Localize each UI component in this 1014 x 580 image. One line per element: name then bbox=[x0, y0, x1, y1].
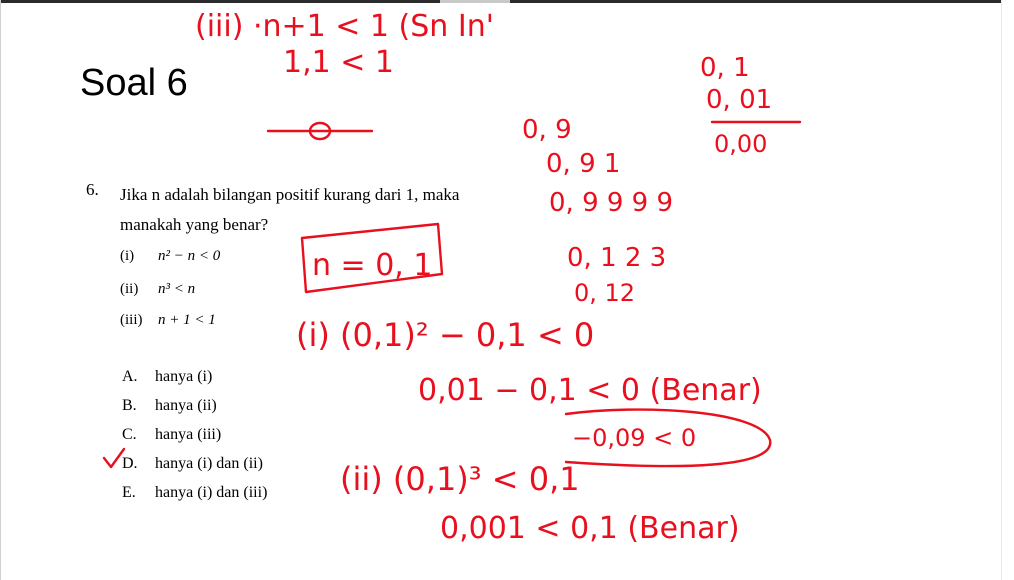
ink-decimal-0-1: 0, 1 bbox=[700, 53, 750, 83]
ink-top-line-1: (iii) ·n+1 < 1 (Sn In' bbox=[195, 9, 494, 44]
ink-decimal-0-12: 0, 12 bbox=[574, 279, 636, 307]
slide-title: Soal 6 bbox=[80, 62, 188, 104]
ink-step-i-result: 0,01 − 0,1 < 0 (Benar) bbox=[418, 373, 762, 408]
ink-top-line-2: 1,1 < 1 bbox=[283, 45, 395, 80]
option-text: hanya (iii) bbox=[155, 426, 222, 443]
ink-step-i-value: −0,09 < 0 bbox=[572, 424, 697, 452]
option-key: B. bbox=[122, 397, 137, 414]
ink-decimal-0-00: 0,00 bbox=[714, 130, 768, 158]
ink-step-ii-result: 0,001 < 0,1 (Benar) bbox=[440, 511, 740, 546]
option-key: C. bbox=[122, 426, 137, 443]
question-number: 6. bbox=[86, 180, 99, 199]
ink-decimal-0-01: 0, 01 bbox=[706, 85, 773, 115]
statement-expression: n³ < n bbox=[158, 281, 196, 297]
option-key: D. bbox=[122, 455, 138, 472]
option-key: A. bbox=[122, 368, 138, 385]
ink-n-equals: n = 0, 1 bbox=[312, 248, 433, 283]
option-text: hanya (i) dan (ii) bbox=[155, 455, 263, 472]
ink-decimal-0-91: 0, 9 1 bbox=[546, 149, 621, 179]
statement-label: (ii) bbox=[120, 281, 139, 297]
option-text: hanya (ii) bbox=[155, 397, 217, 414]
ink-decimal-0-9: 0, 9 bbox=[522, 115, 572, 145]
check-mark-icon bbox=[104, 449, 124, 467]
question-text: Jika n adalah bilangan positif kurang dari 1, maka manakah yang benar? bbox=[120, 185, 460, 234]
option-key: E. bbox=[122, 484, 136, 501]
ink-step-ii: (ii) (0,1)³ < 0,1 bbox=[340, 460, 580, 498]
option-text: hanya (i) dan (iii) bbox=[155, 484, 268, 501]
option-text: hanya (i) bbox=[155, 368, 213, 385]
statement-label: (i) bbox=[120, 248, 135, 264]
statement-expression: n + 1 < 1 bbox=[158, 312, 216, 328]
statement-label: (iii) bbox=[120, 312, 143, 328]
ink-decimal-0-123: 0, 1 2 3 bbox=[567, 243, 667, 273]
ink-decimal-0-9999: 0, 9 9 9 9 bbox=[549, 188, 674, 218]
ink-step-i: (i) (0,1)² − 0,1 < 0 bbox=[296, 316, 595, 354]
statement-expression: n² − n < 0 bbox=[158, 248, 221, 264]
